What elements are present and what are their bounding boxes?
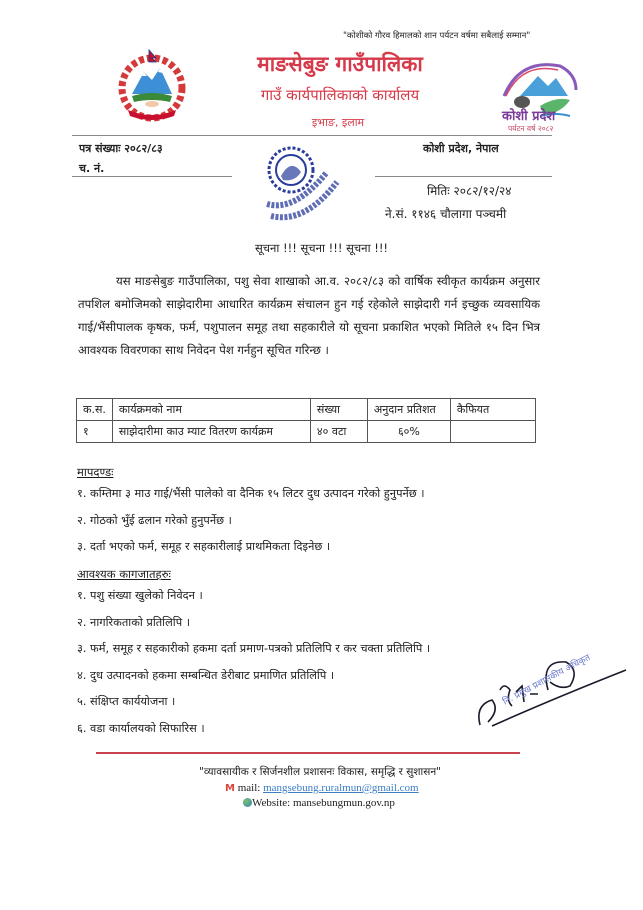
website-link[interactable]: mansebungmun.gov.np xyxy=(292,797,395,809)
org-name: माङसेबुङ गाउँपालिका xyxy=(257,52,423,76)
footer-divider xyxy=(96,752,520,754)
criteria-item: ३. दर्ता भएको फर्म, समूह र सहकारीलाई प्राथमिकता दिइनेछ । xyxy=(77,540,331,553)
koshi-province-logo xyxy=(490,56,582,138)
notice-heading: सूचना !!! सूचना !!! सूचना !!! xyxy=(254,241,389,255)
table-header-row xyxy=(77,399,536,421)
table-header-cell: कैफियत xyxy=(450,399,535,421)
globe-icon xyxy=(243,798,252,807)
header-divider xyxy=(72,135,552,136)
province-country: कोशी प्रदेश, नेपाल xyxy=(423,142,499,155)
meta-divider-left xyxy=(72,176,232,177)
signatory-stamp: नि. प्रमुख प्रशासकीय अधिकृत xyxy=(501,652,593,708)
notice-body-text: यस माङसेबुङ गाउँपालिका, पशु सेवा शाखाको आ.व. २०८२/८३ को वार्षिक स्वीकृत कार्यक्रम अनुसार तपशिल बमोजिमको साझेदारीमा आधारित कार्यक्रम संचालन हुन गई रहेकोले साझेदारी गर्न इच्छुक व्यवसायिक गाई/भैंसीपालक कृषक, फर्म, पशुपालन समूह तथा सहकारीले यो सूचना प्रकाशित भएको मितिले १५ दिन भित्र आवश्यक विवरणका साथ निवेदन पेश गर्नहुन सूचित गरिन्छ । xyxy=(78,274,540,357)
document-item: ३. फर्म, समूह र सहकारीको हकमा दर्ता प्रमाण-पत्रको प्रतिलिपि र कर चक्ता प्रतिलिपि । xyxy=(77,642,431,655)
reference-number: पत्र संख्याः २०८२/८३ xyxy=(79,142,163,155)
footer-website xyxy=(243,797,395,809)
document-item: ४. दुध उत्पादनको हकमा सम्बन्धित डेरीबाट प्रमाणित प्रतिलिपि । xyxy=(77,668,335,682)
table-cell: ६०% xyxy=(367,421,450,443)
table-header-cell: क.स. xyxy=(77,399,113,421)
handwritten-signature xyxy=(470,630,630,740)
meta-divider-right xyxy=(375,176,552,177)
letter-date: मितिः २०८२/१२/२४ xyxy=(427,184,512,198)
koshi-logo-text: कोशी प्रदेश xyxy=(502,109,556,124)
footer-slogan: "व्यावसायीक र सिर्जनशील प्रशासनः विकास, समृद्धि र सुशासन" xyxy=(199,766,441,778)
footer-email xyxy=(225,782,419,794)
gmail-icon: M xyxy=(225,783,235,794)
office-name: गाउँ कार्यपालिकाको कार्यालय xyxy=(260,86,420,104)
signature-block xyxy=(470,630,630,740)
criteria-item: १. कम्तिमा ३ माउ गाई/भैंसी पालेको वा दैनिक १५ लिटर दुध उत्पादन गरेको हुनुपर्नेछ । xyxy=(77,487,425,500)
nepal-emblem-logo xyxy=(112,46,192,126)
document-item: ६. वडा कार्यालयको सिफारिस । xyxy=(77,721,205,735)
documents-list xyxy=(77,583,430,742)
koshi-logo-subtext: पर्यटन वर्ष २०८२ xyxy=(508,124,554,133)
document-item: २. नागरिकताको प्रतिलिपि । xyxy=(77,615,190,629)
table-cell xyxy=(450,421,535,443)
table-cell: १ xyxy=(77,421,113,443)
notice-body xyxy=(78,270,540,362)
document-item: ५. संक्षिप्त कार्ययोजना । xyxy=(77,695,176,708)
email-label: mail: xyxy=(237,782,261,794)
criteria-item: २. गोठको भुँई ढलान गरेको हुनुपर्नेछ । xyxy=(77,513,232,527)
table-header-cell: संख्या xyxy=(310,399,367,421)
documents-title: आवश्यक कागजातहरुः xyxy=(77,567,171,581)
table-header-cell: अनुदान प्रतिशत xyxy=(367,399,450,421)
criteria-title: मापदण्डः xyxy=(77,465,114,479)
criteria-list xyxy=(77,481,425,561)
email-link[interactable]: mangsebung.ruralmun@gmail.com xyxy=(263,782,419,794)
dispatch-number: च. नं. xyxy=(79,162,105,175)
office-stamp xyxy=(255,142,345,232)
website-label: Website: xyxy=(252,797,291,809)
table-header-cell: कार्यक्रमको नाम xyxy=(112,399,310,421)
table-cell: साझेदारीमा काउ म्याट वितरण कार्यक्रम xyxy=(112,421,310,443)
office-address: इभाङ, इलाम xyxy=(311,116,365,129)
top-slogan: "कोशीको गौरव हिमालको शान पर्यटन वर्षमा सबैलाई सम्मान" xyxy=(343,31,531,41)
table-cell: ४० वटा xyxy=(310,421,367,443)
table-row xyxy=(77,421,536,443)
program-table xyxy=(76,398,536,443)
nepal-sambat-date: ने.सं. ११४६ चौलागा पञ्चमी xyxy=(385,207,507,221)
document-item: १. पशु संख्या खुलेको निवेदन । xyxy=(77,589,203,602)
